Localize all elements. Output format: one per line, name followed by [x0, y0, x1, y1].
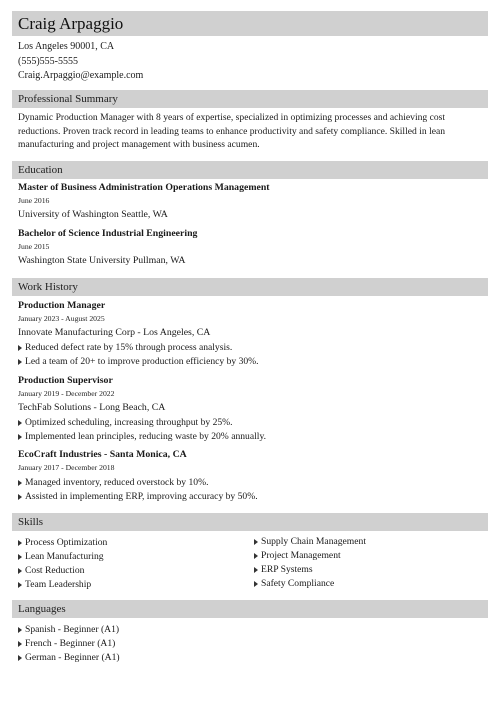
summary-heading: Professional Summary — [12, 90, 488, 108]
education-entry — [18, 181, 488, 223]
degree-title: Master of Business Administration Operations Management — [18, 182, 270, 193]
contact-info — [18, 40, 143, 84]
job-entry — [18, 299, 488, 369]
job-title: Production Supervisor — [18, 375, 113, 386]
job-bullets — [18, 341, 488, 369]
list-item: Supply Chain Management — [254, 535, 484, 549]
job-entry — [18, 374, 488, 444]
list-item: Led a team of 20+ to improve production efficiency by 30%. — [18, 355, 488, 369]
job-entry — [18, 448, 488, 504]
school-name: University of Washington Seattle, WA — [18, 209, 168, 220]
list-item: Managed inventory, reduced overstock by 10%. — [18, 476, 488, 490]
candidate-name: Craig Arpaggio — [12, 11, 488, 36]
list-item: Process Optimization — [18, 536, 238, 550]
job-dates: January 2023 - August 2025 — [18, 314, 105, 323]
job-dates: January 2019 - December 2022 — [18, 389, 115, 398]
job-company: Innovate Manufacturing Corp - Los Angeles, CA — [18, 327, 211, 338]
degree-title: Bachelor of Science Industrial Engineering — [18, 228, 198, 239]
email: Craig.Arpaggio@example.com — [18, 70, 144, 81]
job-company: TechFab Solutions - Long Beach, CA — [18, 402, 166, 413]
skills-list-left — [18, 536, 238, 592]
education-entry — [18, 227, 488, 269]
school-name: Washington State University Pullman, WA — [18, 255, 186, 266]
languages-heading: Languages — [12, 600, 488, 618]
languages-list — [18, 623, 318, 665]
list-item: Safety Compliance — [254, 577, 484, 591]
address: Los Angeles 90001, CA — [18, 41, 115, 52]
list-item: Cost Reduction — [18, 564, 238, 578]
list-item: German - Beginner (A1) — [18, 651, 318, 665]
list-item: Assisted in implementing ERP, improving accuracy by 50%. — [18, 490, 488, 504]
job-bullets — [18, 476, 488, 504]
list-item: Spanish - Beginner (A1) — [18, 623, 318, 637]
degree-date: June 2016 — [18, 196, 50, 205]
phone: (555)555-5555 — [18, 55, 78, 67]
list-item: Project Management — [254, 549, 484, 563]
job-dates: January 2017 - December 2018 — [18, 463, 115, 472]
work-heading: Work History — [12, 278, 488, 296]
list-item: Optimized scheduling, increasing throughput by 25%. — [18, 416, 488, 430]
education-heading: Education — [12, 161, 488, 179]
list-item: Reduced defect rate by 15% through process analysis. — [18, 341, 488, 355]
skills-heading: Skills — [12, 513, 488, 531]
job-title: Production Manager — [18, 300, 106, 311]
skills-list-right — [254, 535, 484, 591]
job-title: EcoCraft Industries - Santa Monica, CA — [18, 449, 187, 460]
list-item: Implemented lean principles, reducing waste by 20% annually. — [18, 430, 488, 444]
job-bullets — [18, 416, 488, 444]
list-item: Lean Manufacturing — [18, 550, 238, 564]
list-item: French - Beginner (A1) — [18, 637, 318, 651]
list-item: Team Leadership — [18, 578, 238, 592]
list-item: ERP Systems — [254, 563, 484, 577]
degree-date: June 2015 — [18, 242, 50, 251]
summary-text: Dynamic Production Manager with 8 years of expertise, specialized in optimizing processes and achieving cost reductions. Proven track record in leading teams to enhance productivity and safety compliance. Skilled in lean manufacturing and project management with business acumen. — [18, 112, 446, 151]
